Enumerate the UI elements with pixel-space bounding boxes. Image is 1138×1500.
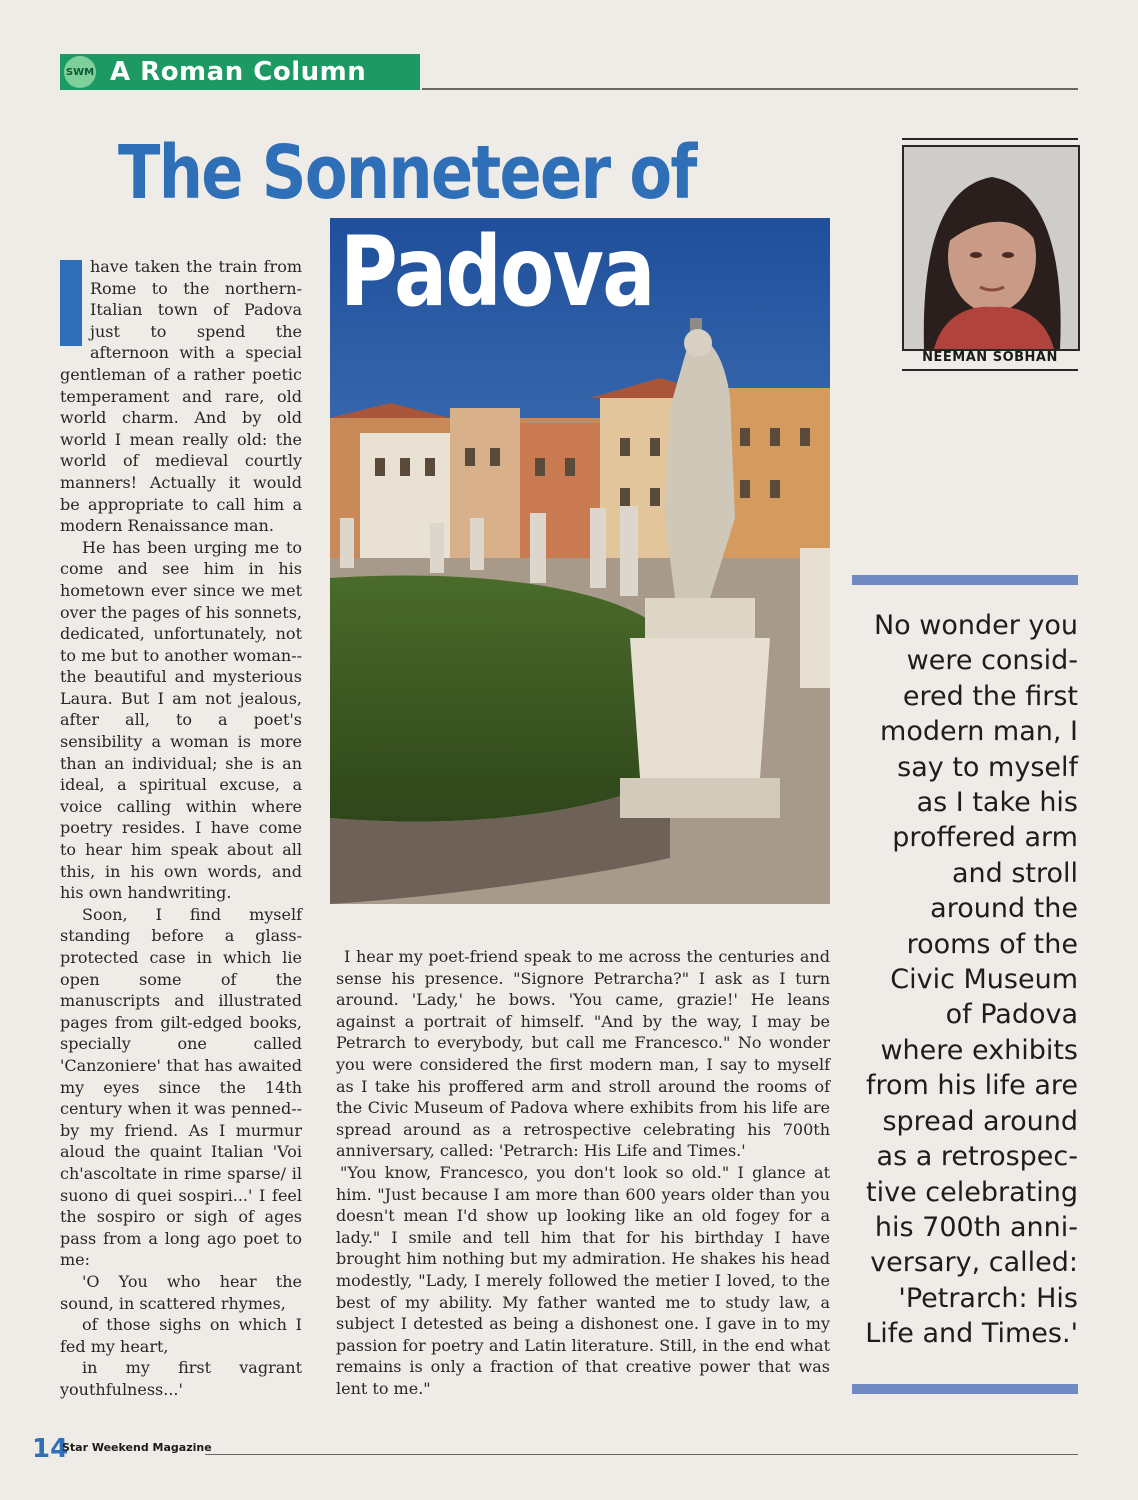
pullquote-line: as I take his <box>916 787 1078 819</box>
pull-quote <box>852 608 1078 1352</box>
pullquote-line: proffered arm <box>892 822 1078 854</box>
article-column-middle <box>336 946 830 1399</box>
pullquote-line: 'Petrarch: His <box>898 1282 1078 1314</box>
section-title: A Roman Column <box>110 57 367 87</box>
pullquote-line: No wonder you <box>873 610 1078 641</box>
paragraph: have taken the train from Rome to the northern-Italian town of Padova just to spend the afternoon with a special gentleman of a rather poetic temperament and rare, old world charm. And by old world I mean really old: the world of medieval courtly manners! Actually it would be appropriate to call him a modern Renaissance man. <box>60 257 302 536</box>
paragraph: He has been urging me to come and see him in his hometown ever since we met over the pages of his sonnets, dedicated, unfortunately, not to me but to another woman--the beautiful and mysterious Laura. But I am not jealous, after all, to a poet's sensibility a woman is more than an individual; she is an ideal, a spiritual excuse, a voice calling within where poetry resides. I have come to hear him speak about all this, in his own words, and his own handwriting. <box>60 537 302 903</box>
article-column-left <box>60 256 302 1400</box>
pullquote-line: of Padova <box>945 999 1078 1031</box>
pullquote-line: his 700th anni- <box>874 1211 1078 1243</box>
pullquote-line: spread around <box>882 1105 1078 1137</box>
pullquote-line: from his life are <box>865 1070 1078 1102</box>
drop-cap <box>60 260 82 346</box>
paragraph: Soon, I find myself standing before a glass-protected case in which lie open some of the manuscripts and illustrated pages from gilt-edged books, specially one called 'Canzoniere' that has awaited my eyes since the 14th century when it was penned--by my friend. As I murmur aloud the quaint Italian 'Voi ch'ascoltate in rime sparse/ il suono di quei sospiri...' I feel the sospiro or sigh of ages pass from a long ago poet to me: <box>60 904 302 1270</box>
poem-line: of those sighs on which I fed my heart, <box>60 1315 302 1356</box>
author-byline: NEEMAN SOBHAN <box>902 350 1078 371</box>
paragraph: "You know, Francesco, you don't look so old." I glance at him. "Just because I am more than 600 years older than you doesn't mean I'd show up looking like an old fogey for a lady." I smile and tell him that for his birthday I have brought him nothing but my admiration. He shakes his head modestly, "Lady, I merely followed the metier I loved, to the best of my ability. My father wanted me to study law, a subject I detested as being a dishonest one. I gave in to my passion for poetry and Latin literature. Still, in the end what remains is only a fraction of that creative power that was lent to me." <box>336 1162 830 1398</box>
magazine-name: Star Weekend Magazine <box>62 1441 212 1454</box>
pullquote-line: were consid- <box>906 645 1078 677</box>
pullquote-line: as a retrospec- <box>876 1141 1078 1173</box>
pullquote-line: ered the first <box>902 680 1078 712</box>
headline-line-2: Padova <box>340 216 654 328</box>
paragraph: I hear my poet-friend speak to me across the centuries and sense his presence. "Signore Petrarcha?" I ask as I turn around. 'Lady,' he bows. 'You came, grazie!' He leans against a portrait of himself. "And by the way, I may be Petrarch to everybody, but call me Francesco." No wonder you were considered the first modern man, I say to myself as I take his proffered arm and stroll around the rooms of the Civic Museum of Padova where exhibits from his life are spread around as a retrospective celebrating his 700th anniversary, called: 'Petrarch: His Life and Times.' <box>336 947 830 1161</box>
pullquote-rule-bottom <box>852 1384 1078 1394</box>
footer-divider <box>205 1454 1078 1455</box>
pullquote-line: rooms of the <box>906 928 1078 960</box>
magazine-logo-icon: SWM <box>64 56 96 88</box>
author-rule <box>902 138 1078 140</box>
page-number: 14 <box>32 1434 69 1464</box>
headline-line-1: The Sonneteer of <box>118 130 696 216</box>
pullquote-line: versary, called: <box>870 1247 1078 1279</box>
pullquote-line: Civic Museum <box>890 964 1078 996</box>
pullquote-line: and stroll <box>951 857 1078 889</box>
pullquote-line: where exhibits <box>880 1034 1078 1066</box>
author-portrait <box>902 145 1080 351</box>
section-divider <box>422 88 1078 90</box>
pullquote-line: say to myself <box>897 751 1078 783</box>
pullquote-line: around the <box>930 893 1078 925</box>
poem-line: 'O You who hear the sound, in scattered rhymes, <box>60 1271 302 1313</box>
pullquote-line: Life and Times.' <box>865 1318 1078 1350</box>
pullquote-line: modern man, I <box>880 716 1078 748</box>
pullquote-line: tive celebrating <box>866 1176 1078 1208</box>
poem-line: in my first vagrant youthfulness...' <box>60 1358 302 1399</box>
pullquote-rule-top <box>852 575 1078 585</box>
